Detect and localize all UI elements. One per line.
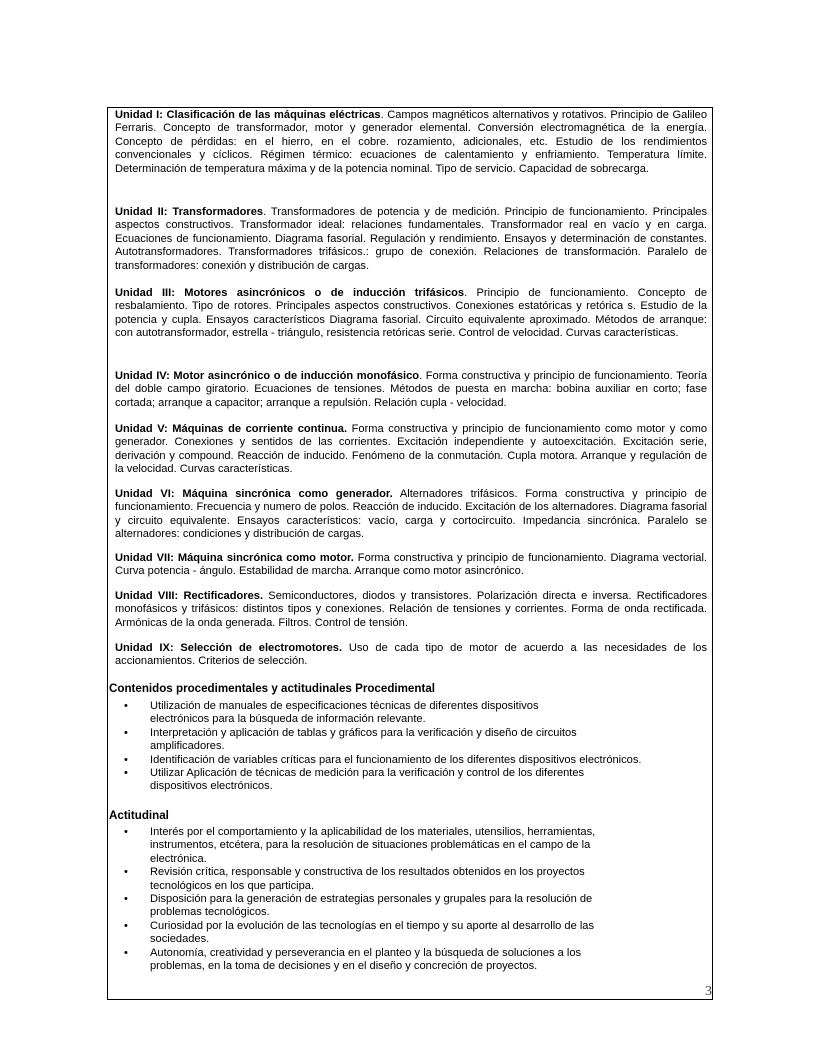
unit-text: Alternadores trifásicos. Forma constructiva y principio de funcionamiento. Frecuencia y numero de polos. Reacción de inducido. Excitación de los alternadores. Diagrama fasorial y circuito equivalente. Ensayos característicos: vacío, carga y cortocircuito. Impedancia sincrónica. Paralelo se alternadores: condiciones y distribución de cargas. xyxy=(115,488,707,541)
list-item: • Utilizar Aplicación de técnicas de medición para la verificación y control de los diferentes dispositivos electrónicos. xyxy=(109,767,713,794)
unit-8 xyxy=(115,590,707,630)
unit-title: Unidad I: Clasificación de las máquinas eléctricas xyxy=(115,109,381,121)
actitudinal-list xyxy=(109,826,713,973)
list-item: • Autonomía, creatividad y perseverancia en el planteo y la búsqueda de soluciones a los problemas, en la toma de decisiones y en el diseño y concreción de proyectos. xyxy=(109,947,713,974)
unit-title: Unidad V: Máquinas de corriente continua. xyxy=(115,423,348,435)
unit-text: . Principio de funcionamiento. Concepto de resbalamiento. Tipo de rotores. Principales aspectos constructivos. Conexiones estatóricas y retórica s. Estudio de la potencia y cupla. Ensayos característicos Diagrama fasorial. Circuito equivalente aproximado. Métodos de arranque: con autotransformador, estrella - triángulo, resistencia retóricas serie. Control de velocidad. Curvas características. xyxy=(115,287,707,340)
list-item: • Identificación de variables críticas para el funcionamiento de los diferentes dispositivos electrónicos. xyxy=(109,754,713,767)
unit-3 xyxy=(115,287,707,341)
unit-9 xyxy=(115,642,707,669)
procedimental-heading: Contenidos procedimentales y actitudinales Procedimental xyxy=(109,682,435,695)
list-item: • Utilización de manuales de especificaciones técnicas de diferentes dispositivos electrónicos para la búsqueda de información relevante. xyxy=(109,700,713,727)
unit-7 xyxy=(115,552,707,579)
unit-4 xyxy=(115,370,707,410)
unit-title: Unidad VII: Máquina sincrónica como motor. xyxy=(115,552,354,564)
unit-text: Uso de cada tipo de motor de acuerdo a las necesidades de los accionamientos. Criterios de selección. xyxy=(115,642,707,668)
procedimental-list xyxy=(109,700,713,794)
unit-text: Forma constructiva y principio de funcionamiento como motor y como generador. Conexiones y sentidos de las corrientes. Excitación independiente y autoexcitación. Excitación serie, derivación y compound. Reacción de inducido. Fenómeno de la conmutación. Cupla motora. Arranque y regulación de la velocidad. Curvas características. xyxy=(115,423,707,476)
list-item: • Interpretación y aplicación de tablas y gráficos para la verificación y diseño de circuitos amplificadores. xyxy=(109,727,713,754)
unit-text: . Campos magnéticos alternativos y rotativos. Principio de Galileo Ferraris. Concepto de transformador, motor y generador elemental. Conversión electromagnética de la energía. Concepto de pérdidas: en el hierro, en el cobre. rozamiento, adicionales, etc. Estudio de los rendimientos convencionales y cíclicos. Régimen térmico: ecuaciones de calentamiento y enfriamiento. Temperatura límite. Determinación de temperatura máxima y de la potencia nominal. Tipo de servicio. Capacidad de sobrecarga. xyxy=(115,109,707,175)
unit-text: . Forma constructiva y principio de funcionamiento. Teoría del doble campo giratorio. Ecuaciones de tensiones. Métodos de puesta en marcha: bobina auxiliar en corto; fase cortada; arranque a capacitor; arranque a repulsión. Relación cupla - velocidad. xyxy=(115,370,707,409)
list-item: • Curiosidad por la evolución de las tecnologías en el tiempo y su aporte al desarrollo de las sociedades. xyxy=(109,920,713,947)
unit-title: Unidad VIII: Rectificadores. xyxy=(115,590,264,602)
actitudinal-heading: Actitudinal xyxy=(109,809,169,822)
unit-2 xyxy=(115,206,707,273)
unit-1 xyxy=(115,109,707,176)
unit-title: Unidad IX: Selección de electromotores. xyxy=(115,642,343,654)
unit-title: Unidad III: Motores asincrónicos o de inducción trifásicos xyxy=(115,287,465,299)
unit-5 xyxy=(115,423,707,477)
list-item: • Interés por el comportamiento y la aplicabilidad de los materiales, utensilios, herramientas, instrumentos, etcétera, para la resolución de situaciones problemáticas en el campo de la electrónica. xyxy=(109,826,713,866)
page-number: 3 xyxy=(705,984,712,999)
unit-text: Semiconductores, diodos y transistores. Polarización directa e inversa. Rectificadores monofásicos y trifásicos: distintos tipos y conexiones. Relación de tensiones y corrientes. Forma de onda rectificada. Armónicas de la onda generada. Filtros. Control de tensión. xyxy=(115,590,707,629)
unit-title: Unidad II: Transformadores xyxy=(115,206,264,218)
unit-text: . Transformadores de potencia y de medición. Principio de funcionamiento. Principales aspectos constructivos. Transformador ideal: relaciones fundamentales. Transformador real en vacío y en carga. Ecuaciones de funcionamiento. Diagrama fasorial. Regulación y rendimiento. Ensayos y determinación de constantes. Autotransformadores. Transformadores trifásicos.: grupo de conexión. Relaciones de transformación. Paralelo de transformadores: conexión y distribución de cargas. xyxy=(115,206,707,272)
unit-text: Forma constructiva y principio de funcionamiento. Diagrama vectorial. Curva potencia - ángulo. Estabilidad de marcha. Arranque como motor asincrónico. xyxy=(115,552,708,578)
list-item: • Revisión crítica, responsable y constructiva de los resultados obtenidos en los proyectos tecnológicos en los que participa. xyxy=(109,866,713,893)
unit-title: Unidad VI: Máquina sincrónica como generador. xyxy=(115,488,393,500)
unit-title: Unidad IV: Motor asincrónico o de inducción monofásico xyxy=(115,370,420,382)
unit-6 xyxy=(115,488,707,542)
list-item: • Disposición para la generación de estrategias personales y grupales para la resolución de problemas tecnológicos. xyxy=(109,893,713,920)
